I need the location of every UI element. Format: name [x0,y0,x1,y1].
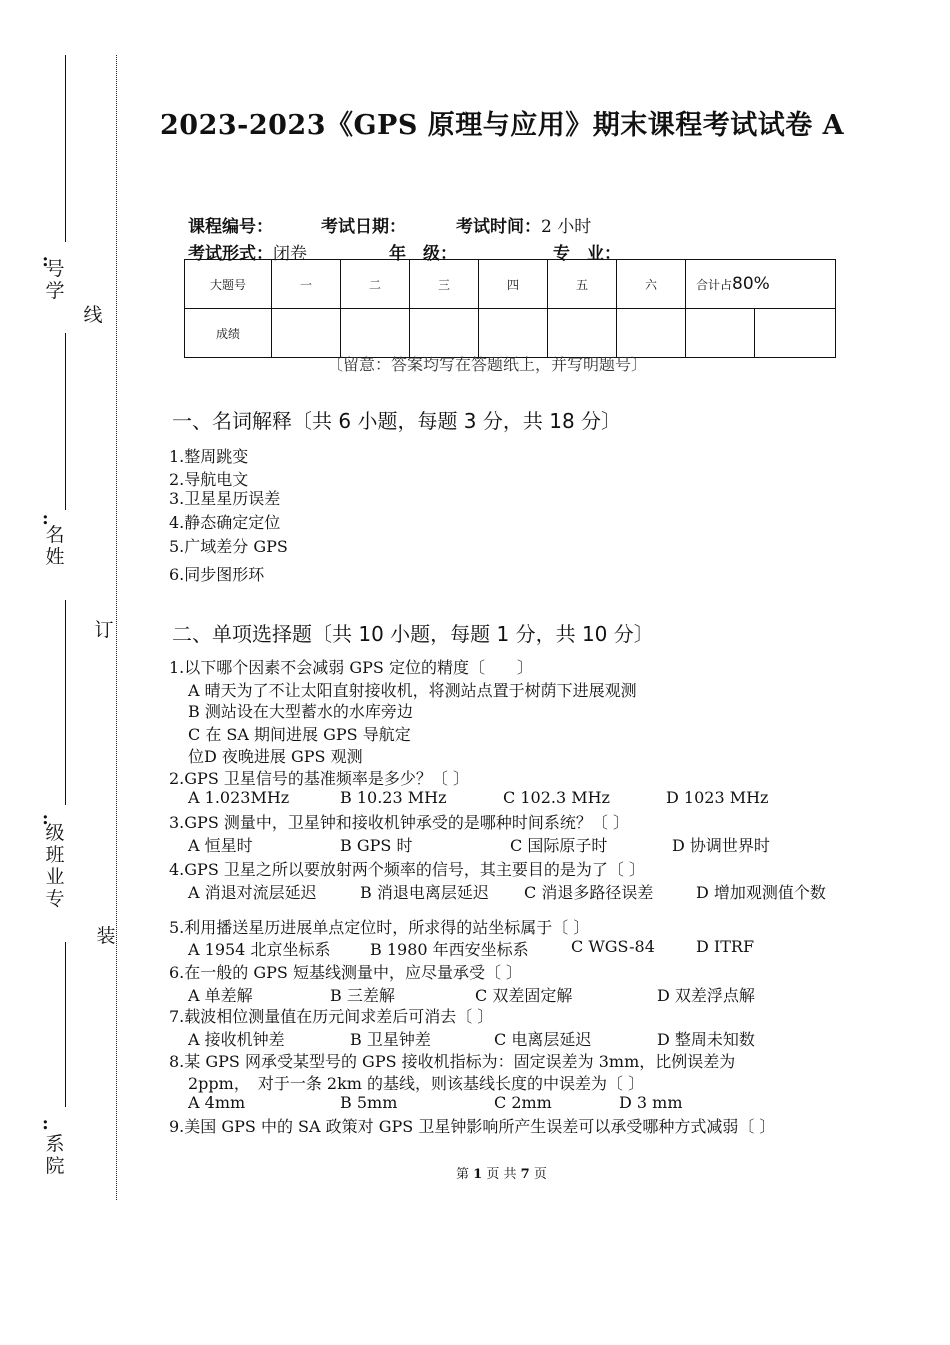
option: C 2mm [494,1093,552,1112]
option: B 卫星钟差 [350,1030,431,1049]
option: B 三差解 [330,986,395,1005]
cut-line [116,55,117,1200]
option: B 10.23 MHz [340,788,447,807]
score-cell[interactable] [410,309,479,358]
page-number: 1 [473,1167,483,1182]
option: A 1954 北京坐标系 [188,940,331,959]
option: 位D 夜晚进展 GPS 观测 [188,747,363,766]
class-colon: : [42,808,49,829]
option: D 整周未知数 [657,1030,755,1049]
score-cell[interactable] [755,309,836,358]
margin-rule [65,55,66,242]
term-item: 5.广域差分 GPS [169,537,288,556]
score-cell[interactable] [341,309,410,358]
mark-line: 线 [83,304,103,326]
section1-heading: 一、名词解释〔共 6 小题，每题 3 分，共 18 分〕 [172,409,622,433]
option: A 消退对流层延迟 [188,883,317,902]
question-number-cell: 三 [410,260,479,309]
option: D 3 mm [619,1093,683,1112]
question-stem: 4.GPS 卫星之所以要放射两个频率的信号，其主要目的是为了〔 〕 [169,860,645,879]
mark-order: 订 [94,619,114,641]
page-footer: 第 1 页 共 7 页 [456,1167,547,1182]
name-colon: : [42,508,49,529]
option: C 102.3 MHz [503,788,610,807]
score-cell[interactable] [272,309,341,358]
mark-bind: 装 [96,925,116,947]
exam-date: 考试日期： [321,217,406,237]
option: B 5mm [340,1093,398,1112]
score-cell[interactable] [686,309,755,358]
score-table-header-row [185,260,836,309]
margin-rule [65,333,66,510]
id-colon: : [42,250,49,271]
question-number-cell: 六 [617,260,686,309]
major: 专 业： [553,244,621,264]
option: C 国际原子时 [510,836,608,855]
question-stem: 6.在一般的 GPS 短基线测量中，应尽量承受〔 〕 [169,963,523,982]
exam-title: 2023-2023《GPS 原理与应用》期末课程考试试卷 A [160,110,845,141]
question-number-cell: 二 [341,260,410,309]
option: B 消退电离层延迟 [360,883,489,902]
option: D 协调世界时 [672,836,770,855]
question-number-cell: 四 [479,260,548,309]
header-label-cell: 大题号 [185,260,272,309]
term-item: 2.导航电文 [169,470,249,489]
section2-heading: 二、单项选择题〔共 10 小题，每题 1 分，共 10 分〕 [172,622,654,646]
question-stem: 2.GPS 卫星信号的基准频率是多少？〔 〕 [169,769,469,788]
score-table [184,259,836,358]
question-stem: 8.某 GPS 网承受某型号的 GPS 接收机指标为：固定误差为 3mm，比例误差为 [169,1052,736,1071]
margin-rule [65,600,66,805]
student-id-label: 号 学 [45,258,65,302]
option: B 1980 年西安坐标系 [370,940,529,959]
option: B GPS 时 [340,836,413,855]
option: D 增加观测值个数 [696,883,826,902]
option: D 双差浮点解 [657,986,755,1005]
term-item: 4.静态确定定位 [169,513,281,532]
question-stem: 7.载波相位测量值在历元间求差后可消去〔 〕 [169,1007,494,1026]
name-label: 名 姓 [45,524,65,568]
question-number-cell: 一 [272,260,341,309]
exam-form: 考试形式：闭卷 [188,244,307,264]
class-major-label: 级 班 业 专 [45,822,65,910]
option: A 晴天为了不让太阳直射接收机，将测站点置于树荫下进展观测 [188,681,637,700]
score-cell[interactable] [479,309,548,358]
option: C 消退多路径误差 [524,883,654,902]
exam-time: 考试时间：2 小时 [456,217,592,237]
total-cell: 合计占80% [686,260,836,309]
score-cell[interactable] [617,309,686,358]
option: C 电离层延迟 [494,1030,592,1049]
option: C 双差固定解 [475,986,573,1005]
answer-note: 〔留意：答案均写在答题纸上，并写明题号〕 [327,355,648,374]
option: A 1.023MHz [188,788,290,807]
page-total: 7 [520,1167,530,1182]
question-stem: 9.美国 GPS 中的 SA 政策对 GPS 卫星钟影响所产生误差可以承受哪种方式减弱〔 〕 [169,1117,776,1136]
term-item: 6.同步图形环 [169,565,265,584]
grade: 年 级： [389,244,457,264]
question-stem: 1.以下哪个因素不会减弱 GPS 定位的精度〔 〕 [169,658,533,677]
score-cell[interactable] [548,309,617,358]
score-table-score-row [185,309,836,358]
option: A 4mm [188,1093,246,1112]
option: C WGS-84 [571,937,655,956]
option: D 1023 MHz [666,788,769,807]
dept-colon: : [42,1113,49,1134]
question-stem-continued: 2ppm， 对于一条 2km 的基线，则该基线长度的中误差为〔 〕 [188,1074,645,1093]
option: C 在 SA 期间进展 GPS 导航定 [188,725,411,744]
option: A 恒星时 [188,836,253,855]
term-item: 1.整周跳变 [169,447,249,466]
option: D ITRF [696,937,755,956]
option: A 接收机钟差 [188,1030,285,1049]
option: A 单差解 [188,986,253,1005]
term-item: 3.卫星星历误差 [169,489,281,508]
option: B 测站设在大型蓄水的水库旁边 [188,702,413,721]
question-number-cell: 五 [548,260,617,309]
margin-rule [65,942,66,1107]
department-label: 系 院 [45,1133,65,1177]
question-stem: 5.利用播送星历进展单点定位时，所求得的站坐标属于〔 〕 [169,918,590,937]
question-stem: 3.GPS 测量中，卫星钟和接收机钟承受的是哪种时间系统？〔 〕 [169,813,629,832]
score-label-cell: 成绩 [185,309,272,358]
course-code: 课程编号： [188,217,273,237]
